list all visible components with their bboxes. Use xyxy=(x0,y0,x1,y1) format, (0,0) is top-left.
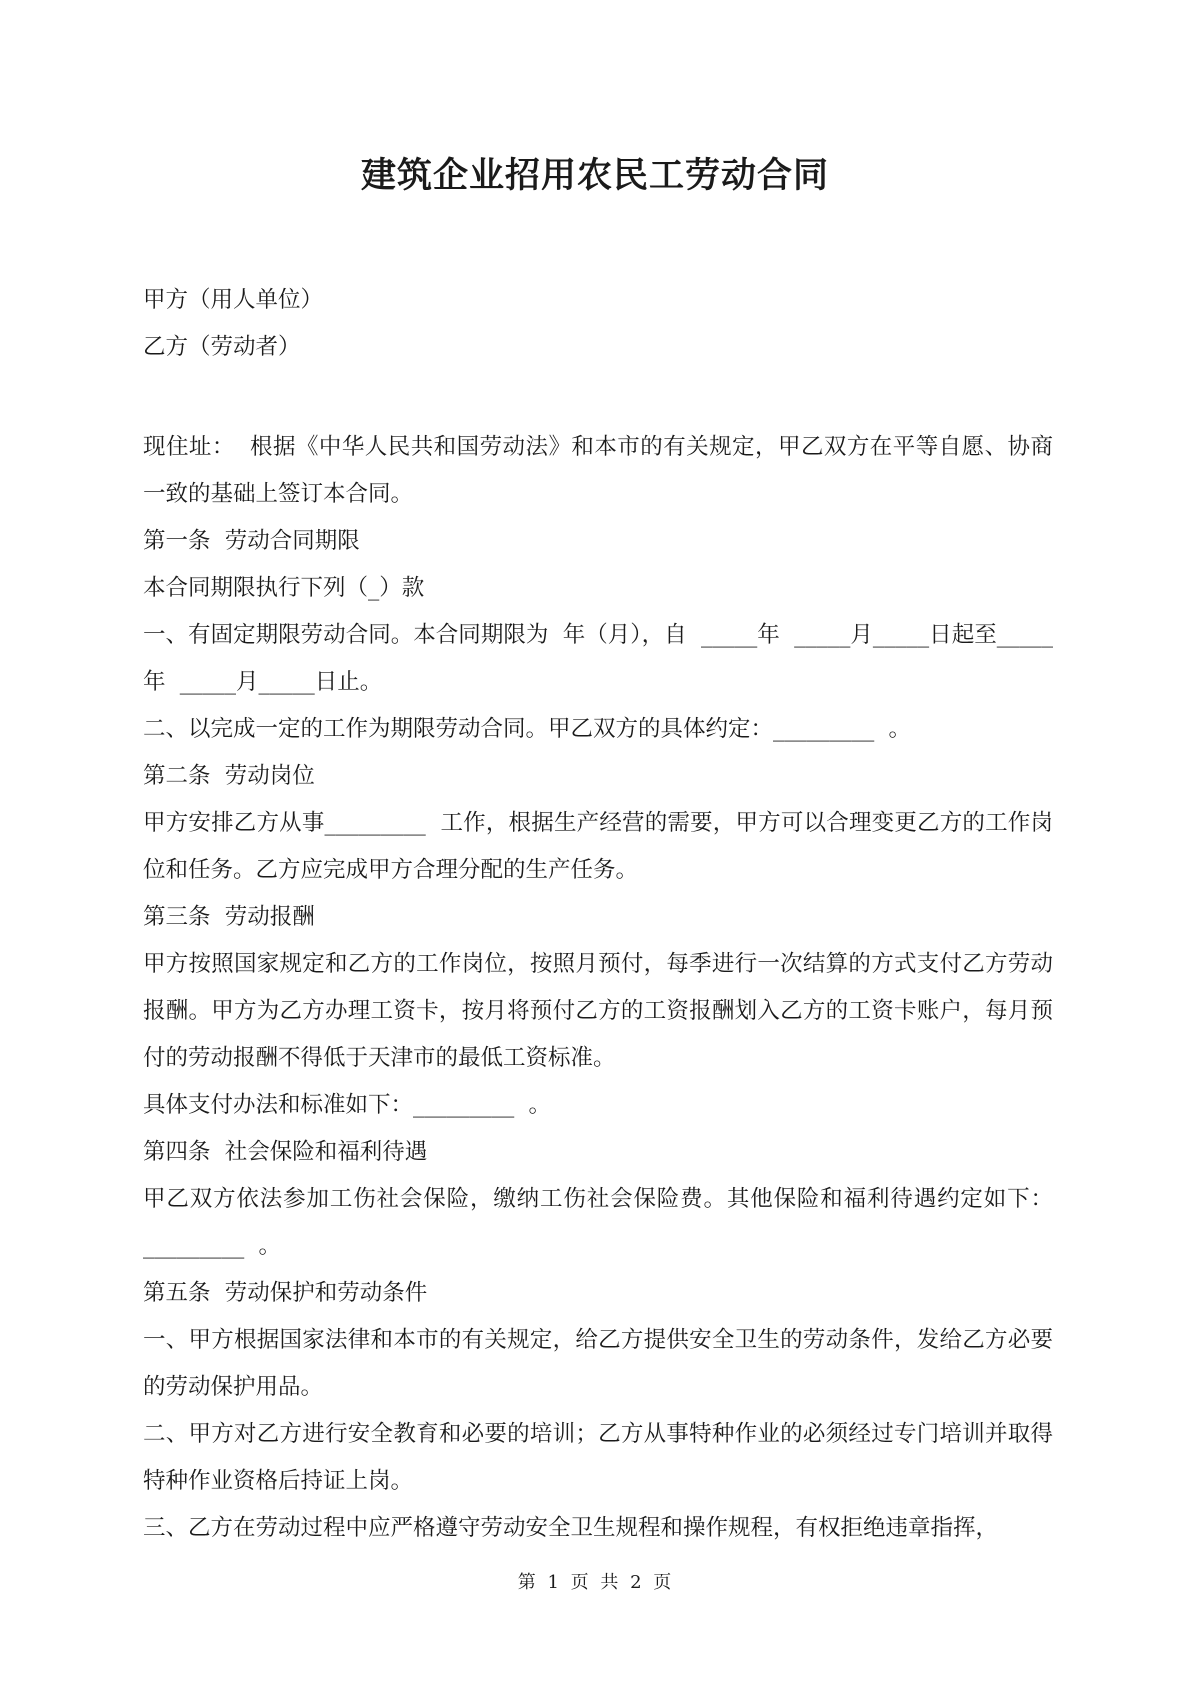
party-a: 甲方（用人单位） xyxy=(143,287,324,313)
paragraph-protection-2: 二、甲方对乙方进行安全教育和必要的培训；乙方从事特种作业的必须经过专门培训并取得特种作业资格后持证上岗。 xyxy=(143,1421,1053,1494)
paragraph-payment-method: 具体支付办法和标准如下：_________ 。 xyxy=(143,1092,552,1118)
paragraph-task-term: 二、以完成一定的工作为期限劳动合同。甲乙双方的具体约定：_________ 。 xyxy=(143,716,912,742)
contract-body xyxy=(143,424,1053,1552)
paragraph-protection-1: 一、甲方根据国家法律和本市的有关规定，给乙方提供安全卫生的劳动条件，发给乙方必要的劳动保护用品。 xyxy=(143,1327,1053,1400)
parties-block xyxy=(143,277,1053,371)
party-b: 乙方（劳动者） xyxy=(143,334,301,360)
document-title: 建筑企业招用农民工劳动合同 xyxy=(360,155,829,196)
paragraph-fixed-term: 一、有固定期限劳动合同。本合同期限为 年（月），自 _____年 _____月_____日起至_____年 _____月_____日止。 xyxy=(143,622,1053,695)
paragraph-protection-3: 三、乙方在劳动过程中应严格遵守劳动安全卫生规程和操作规程，有权拒绝违章指挥， xyxy=(143,1515,999,1541)
article-1-heading: 第一条 劳动合同期限 xyxy=(143,528,360,554)
article-4-heading: 第四条 社会保险和福利待遇 xyxy=(143,1139,428,1165)
paragraph-position: 甲方安排乙方从事_________ 工作，根据生产经营的需要，甲方可以合理变更乙方的工作岗位和任务。乙方应完成甲方合理分配的生产任务。 xyxy=(143,810,1053,883)
article-3-heading: 第三条 劳动报酬 xyxy=(143,904,315,930)
paragraph-address-preamble: 现住址： 根据《中华人民共和国劳动法》和本市的有关规定，甲乙双方在平等自愿、协商一致的基础上签订本合同。 xyxy=(143,434,1053,507)
article-2-heading: 第二条 劳动岗位 xyxy=(143,763,315,789)
paragraph-insurance: 甲乙双方依法参加工伤社会保险，缴纳工伤社会保险费。其他保险和福利待遇约定如下：_________ 。 xyxy=(143,1186,1053,1259)
article-5-heading: 第五条 劳动保护和劳动条件 xyxy=(143,1280,428,1306)
paragraph-remuneration: 甲方按照国家规定和乙方的工作岗位，按照月预付，每季进行一次结算的方式支付乙方劳动报酬。甲方为乙方办理工资卡，按月将预付乙方的工资报酬划入乙方的工资卡账户，每月预付的劳动报酬不得低于天津市的最低工资标准。 xyxy=(143,951,1053,1071)
page-footer: 第 1 页 共 2 页 xyxy=(517,1572,673,1593)
paragraph-term-option: 本合同期限执行下列（_）款 xyxy=(143,575,425,601)
